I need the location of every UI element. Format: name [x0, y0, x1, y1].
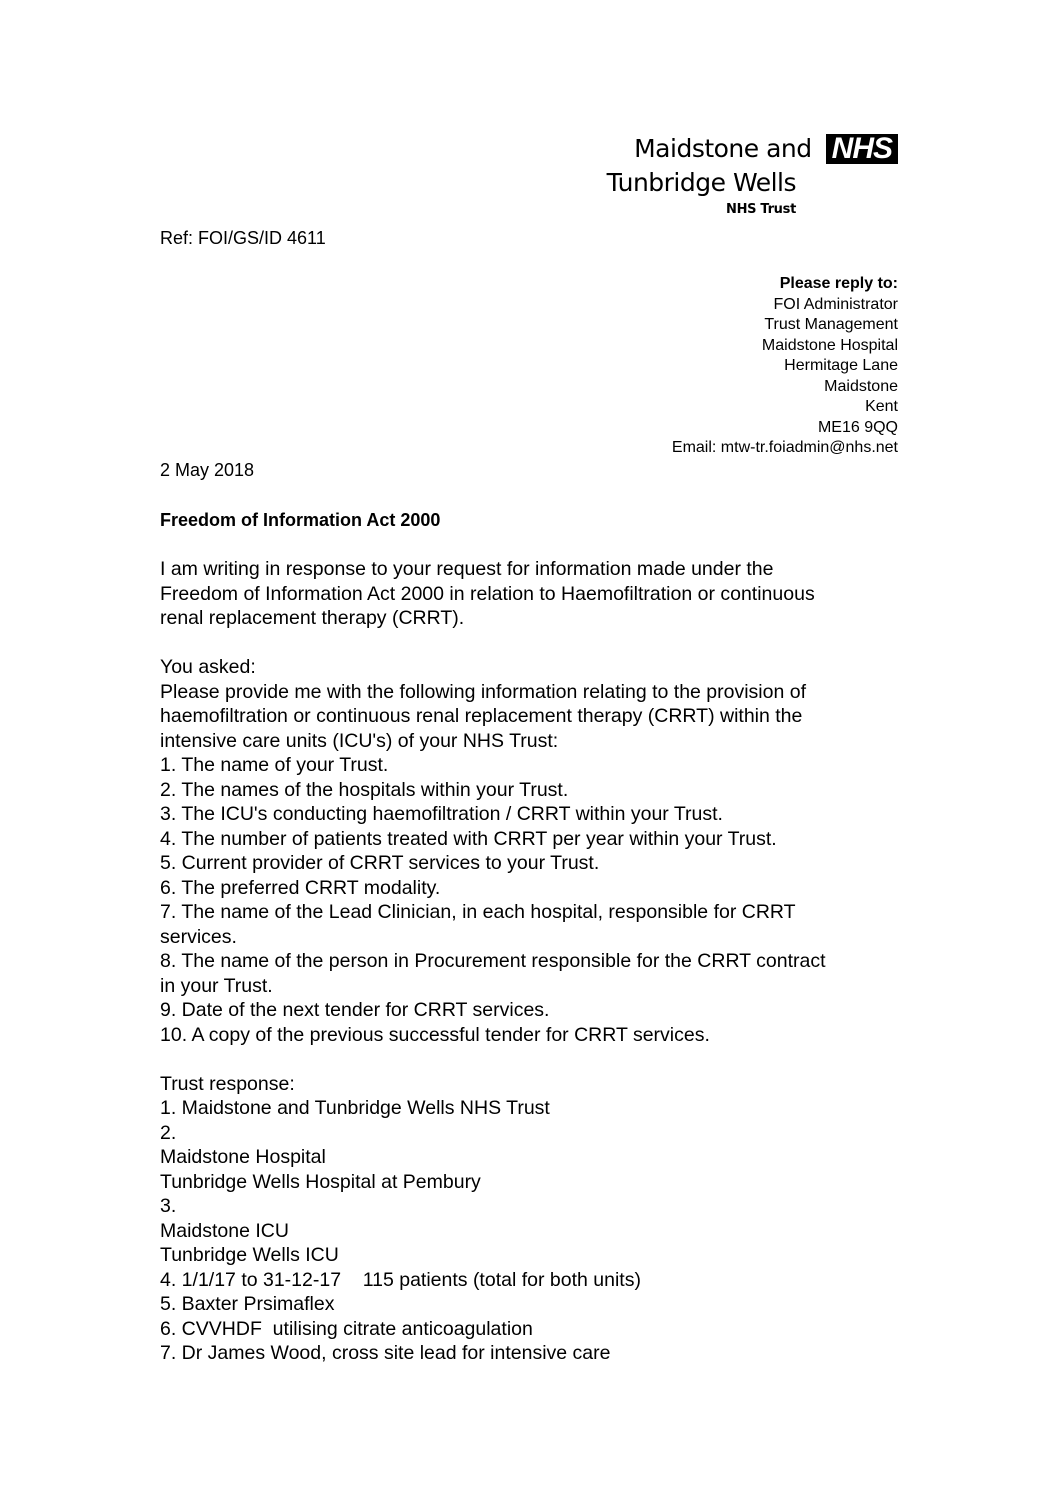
asked-item: 1. The name of your Trust. [160, 754, 389, 776]
reply-heading: Please reply to: [779, 275, 898, 292]
reply-line: Hermitage Lane [784, 357, 898, 374]
asked-item: in your Trust. [160, 974, 273, 997]
asked-line: haemofiltration or continuous renal replacement therapy (CRRT) within the [160, 705, 803, 727]
response-line: Maidstone Hospital [160, 1146, 326, 1168]
asked-item: 9. Date of the next tender for CRRT services. [160, 999, 550, 1021]
spacer [160, 1047, 920, 1072]
intro-line: renal replacement therapy (CRRT). [160, 607, 465, 629]
reply-line: Kent [865, 398, 898, 415]
reply-line: Trust Management [764, 316, 898, 333]
response-line: 4. 1/1/17 to 31-12-17 115 patients (total for both units) [160, 1268, 641, 1291]
asked-item: services. [160, 925, 237, 948]
asked-item: 5. Current provider of CRRT services to your Trust. [160, 852, 600, 874]
letter-date: 2 May 2018 [160, 460, 255, 480]
reply-line: ME16 9QQ [817, 418, 898, 436]
nhs-badge: NHS [826, 134, 898, 164]
response-line: 7. Dr James Wood, cross site lead for intensive care [160, 1342, 611, 1364]
asked-item: 8. The name of the person in Procurement responsible for the CRRT contract [160, 950, 826, 972]
response-line: 1. Maidstone and Tunbridge Wells NHS Trust [160, 1097, 550, 1119]
asked-item: 3. The ICU's conducting haemofiltration / CRRT within your Trust. [160, 803, 723, 825]
response-line: Maidstone ICU [160, 1219, 289, 1242]
response-heading: Trust response: [160, 1072, 295, 1095]
response-line: 5. Baxter Prsimaflex [160, 1293, 335, 1315]
logo-org-sub: NHS Trust [725, 202, 796, 217]
asked-line: Please provide me with the following information relating to the provision of [160, 680, 807, 703]
asked-heading: You asked: [160, 656, 256, 678]
response-line: 2. [160, 1121, 177, 1144]
intro-line: Freedom of Information Act 2000 in relation to Haemofiltration or continuous [160, 582, 815, 605]
asked-item: 7. The name of the Lead Clinician, in each hospital, responsible for CRRT [160, 901, 796, 923]
logo-org-line2: Tunbridge Wells [606, 168, 796, 197]
reply-line: Maidstone Hospital [761, 336, 898, 354]
reply-email: Email: mtw-tr.foiadmin@nhs.net [671, 439, 898, 456]
logo-org-line1: Maidstone and [634, 134, 812, 163]
response-line: 3. [160, 1195, 177, 1217]
letter-subject: Freedom of Information Act 2000 [160, 510, 441, 530]
asked-item: 4. The number of patients treated with CRRT per year within your Trust. [160, 827, 777, 850]
reference-number: Ref: FOI/GS/ID 4611 [160, 228, 326, 248]
asked-item: 2. The names of the hospitals within your Trust. [160, 778, 569, 801]
asked-item: 6. The preferred CRRT modality. [160, 876, 441, 899]
trust-logo [607, 132, 898, 217]
reply-address-block [672, 274, 898, 459]
response-line: Tunbridge Wells Hospital at Pembury [160, 1170, 481, 1193]
response-line: Tunbridge Wells ICU [160, 1244, 339, 1266]
spacer [160, 631, 920, 656]
asked-line: intensive care units (ICU's) of your NHS Trust: [160, 729, 559, 752]
response-line: 6. CVVHDF utilising citrate anticoagulation [160, 1317, 533, 1340]
reply-line: FOI Administrator [773, 295, 898, 313]
letter-body [160, 557, 920, 1366]
asked-item: 10. A copy of the previous successful tender for CRRT services. [160, 1023, 710, 1046]
reply-line: Maidstone [824, 377, 898, 395]
intro-line: I am writing in response to your request for information made under the [160, 558, 774, 580]
